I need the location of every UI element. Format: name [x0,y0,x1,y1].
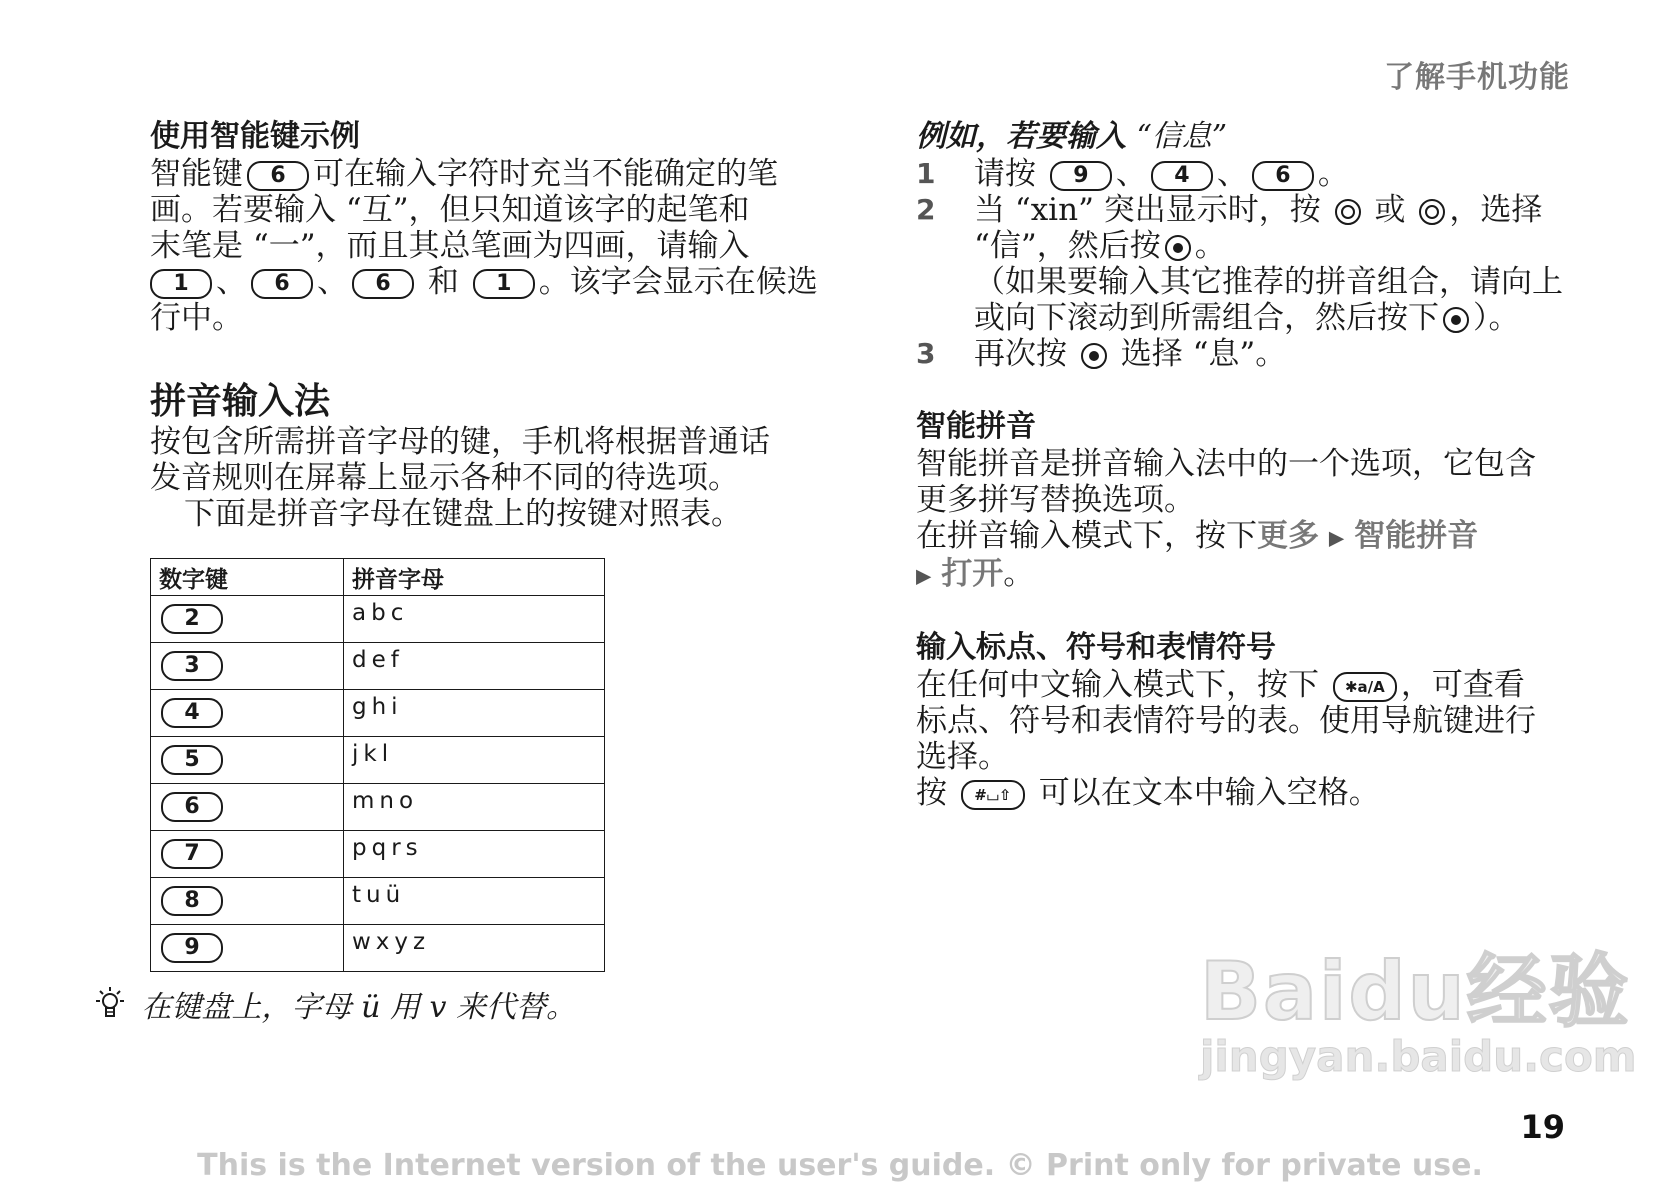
text-fragment: 。该字会显示在候选 [538,264,818,300]
key-icon: 6 [161,792,223,822]
key-cell [151,596,344,643]
key-cell [151,737,344,784]
step-2 [916,192,1581,336]
step-text [974,336,1286,372]
key-cell [151,643,344,690]
triangle-right-icon: ▶ [1328,525,1345,550]
text-line [150,156,815,192]
text-line [974,228,1563,264]
text-line: （如果要输入其它推荐的拼音组合，请向上 [974,264,1563,300]
letters-cell: tuü [344,878,605,925]
text-fragment: 或 [1374,192,1406,228]
letters-cell: mno [344,784,605,831]
step-1 [916,156,1581,192]
separator: 、 [1115,156,1147,192]
page-number: 19 [1520,1108,1565,1146]
text-fragment: 当 “xin” 突出显示时，按 [974,192,1321,228]
pinyin-key-table [150,558,605,972]
text-fragment: 在任何中文输入模式下，按下 [916,667,1319,703]
key-1-icon: 1 [473,269,535,299]
key-icon: 8 [161,886,223,916]
key-icon: 5 [161,745,223,775]
text-fragment: 可在输入字符时充当不能确定的笔 [313,156,778,192]
key-6-icon: 6 [1252,161,1314,191]
nav-left-icon [1335,199,1361,225]
key-icon: 3 [161,651,223,681]
text-fragment: 按 [916,775,947,811]
example-title-word: “信息” [1136,119,1228,154]
text-line [916,556,1581,594]
letters-cell: jkl [344,737,605,784]
text-fragment: 选择 “息”。 [1120,336,1287,372]
table-row [151,596,605,643]
letters-cell: wxyz [344,925,605,972]
pinyin-heading: 拼音输入法 [150,381,331,422]
text-line [916,775,1581,811]
separator: 、 [216,264,247,300]
watermark-logo-text: Baidu经验 [1200,945,1631,1038]
menu-item-smart-pinyin: 智能拼音 [1354,518,1479,554]
text-line: 发音规则在屏幕上显示各种不同的待选项。 [150,460,739,496]
column-header: 拼音字母 [344,559,605,596]
text-fragment: 或向下滚动到所需组合，然后按下 [974,300,1439,336]
text-fragment: 可以在文本中输入空格。 [1038,775,1380,811]
text-fragment: ，可查看 [1400,667,1525,703]
table-row [151,878,605,925]
key-icon: 4 [161,698,223,728]
text-fragment: “信”，然后按 [974,228,1161,264]
nav-select-icon [1443,307,1469,333]
right-column [916,118,1581,811]
text-fragment: 再次按 [974,336,1067,372]
text-fragment: 。 [1003,555,1035,592]
text-line: 按包含所需拼音字母的键，手机将根据普通话 [150,424,770,460]
star-key-icon: ✱a/A [1333,672,1397,702]
table-row [151,690,605,737]
text-fragment: 和 [427,264,459,300]
text-fragment: 智能键 [150,156,243,192]
step-number: 1 [916,157,936,190]
menu-item-more: 更多 [1257,518,1319,554]
text-line: 末笔是 “一”，而且其总笔画为四画，请输入 [150,228,750,264]
text-line: 下面是拼音字母在键盘上的按键对照表。 [184,496,742,532]
watermark-url: jingyan.baidu.com [1200,1032,1637,1081]
step-3 [916,336,1581,372]
key-cell [151,925,344,972]
nav-select-icon [1165,235,1191,261]
text-fragment: 请按 [974,156,1036,192]
left-column [150,118,818,972]
example-steps [916,156,1581,372]
text-line [974,192,1563,228]
key-6-icon: 6 [251,269,313,299]
column-header: 数字键 [151,559,344,596]
step-number: 2 [916,193,936,226]
smart-pinyin-paragraph [916,446,1581,593]
lightbulb-icon [92,985,132,1033]
section-header: 了解手机功能 [1384,60,1570,95]
key-6-icon: 6 [352,269,414,299]
text-line: 标点、符号和表情符号的表。使用导航键进行 [916,703,1536,739]
baidu-watermark [1200,945,1637,1081]
step-number: 3 [916,337,936,370]
text-line: 更多拼写替换选项。 [916,482,1195,518]
table-row [151,784,605,831]
letters-cell: ghi [344,690,605,737]
letters-cell: pqrs [344,831,605,878]
footer-notice: This is the Internet version of the user's guide. © Print only for private use. [197,1148,1483,1183]
table-row [151,831,605,878]
text-line [916,667,1581,703]
smart-pinyin-heading: 智能拼音 [916,409,1036,444]
key-icon: 7 [161,839,223,869]
smart-key-paragraph [150,156,818,336]
text-line: 选择。 [916,739,1009,775]
separator: 、 [1216,156,1248,192]
key-cell [151,690,344,737]
step-text [974,192,1563,336]
example-title-label: 例如，若要输入 [916,119,1126,154]
text-fragment: 。 [1194,228,1226,264]
key-icon: 2 [161,604,223,634]
tip-text: 在键盘上，字母 ü 用 v 来代替。 [141,990,576,1025]
table-row [151,737,605,784]
hash-key-icon: #⌴⇧ [961,780,1025,810]
table-row [151,643,605,690]
punctuation-paragraph [916,667,1581,811]
text-line [974,336,1286,372]
separator: 、 [317,264,348,300]
text-line: 画。若要输入 “互”，但只知道该字的起笔和 [150,192,750,228]
text-fragment: 在拼音输入模式下，按下 [916,518,1257,554]
key-9-icon: 9 [1050,161,1112,191]
text-line [916,518,1581,556]
text-line [974,156,1349,192]
text-line [974,300,1563,336]
text-fragment: ）。 [1473,300,1520,336]
punctuation-heading: 输入标点、符号和表情符号 [916,630,1276,665]
tip-note [92,982,576,1033]
letters-cell: def [344,643,605,690]
key-icon: 9 [161,933,223,963]
pinyin-paragraph [150,424,815,532]
step-text [974,156,1349,192]
table-row [151,925,605,972]
table-header-row [151,559,605,596]
text-line [150,264,818,300]
triangle-right-icon: ▶ [916,563,932,587]
example-title [916,118,1581,156]
key-4-icon: 4 [1151,161,1213,191]
menu-item-open: 打开 [941,555,1004,592]
key-cell [151,831,344,878]
text-line: 行中。 [150,300,243,336]
letters-cell: abc [344,596,605,643]
nav-select-icon [1081,343,1107,369]
key-1-icon: 1 [150,269,212,299]
key-6-icon: 6 [247,161,309,191]
text-fragment: ，选择 [1449,192,1543,228]
nav-right-icon [1419,199,1445,225]
text-fragment: 。 [1317,156,1349,192]
key-cell [151,878,344,925]
key-cell [151,784,344,831]
text-line: 智能拼音是拼音输入法中的一个选项，它包含 [916,446,1536,482]
smart-key-heading: 使用智能键示例 [150,119,360,154]
